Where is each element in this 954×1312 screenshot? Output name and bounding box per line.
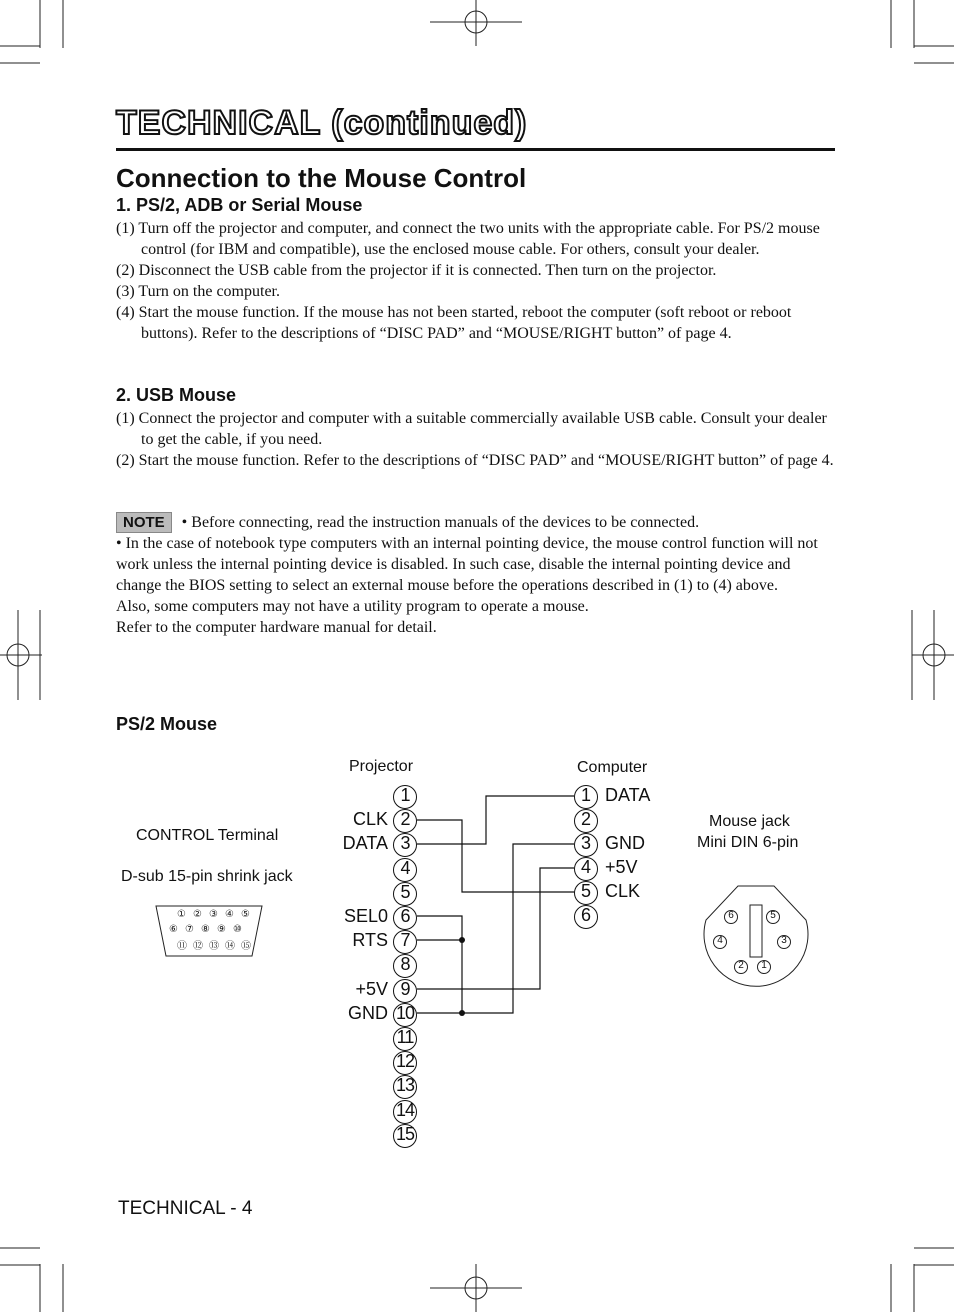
projector-pin-number: 7 [400,930,410,951]
junction-dot [459,937,465,943]
note-line: Also, some computers may not have a utility program to operate a mouse. [116,598,589,615]
computer-pin-number: 5 [580,881,591,901]
note-line: • Before connecting, read the instruction manuals of the devices to be connected. [181,514,700,531]
dsub-pin: ⑦ [185,924,194,935]
dsub-pin: ⑭ [225,941,235,952]
din-pin-number: 1 [761,960,767,971]
projector-label: Projector [349,758,414,775]
computer-pin-number: 4 [580,857,591,877]
projector-signal-label: CLK [352,809,388,830]
projector-signal-label: GND [348,1002,388,1023]
dsub-pin: ⑧ [201,924,210,935]
control-terminal-label: CONTROL Terminal [136,827,279,844]
projector-pin-number: 5 [400,881,410,902]
note-line: Refer to the computer hardware manual for detail. [116,619,437,636]
projector-signal-label: RTS [352,930,388,951]
projector-pin-number: 1 [400,785,410,805]
mouse-jack-label: Mouse jack [709,813,790,830]
projector-pin-number: 3 [400,833,410,854]
list-item: (1) Connect the projector and computer with a suitable commercially available USB cable. Consult your dealer to get the cable, if you need. [116,410,827,448]
projector-pin-number: 11 [396,1027,414,1047]
projector-pin-number: 10 [395,1002,415,1023]
note-badge: NOTE [116,512,172,533]
projector-pin-number: 8 [400,954,410,975]
din-pin-number: 5 [770,910,776,921]
projector-signal-label: SEL0 [343,906,388,926]
note-line: • In the case of notebook type computers with an internal pointing device, the mouse control function will not work unless the internal pointing device is disabled. In such case, disable the internal pointing device and change the BIOS setting to select an external mouse before the operations described in (1) to (4) above. [116,535,818,594]
list-item: (2) Disconnect the USB cable from the projector if it is connected. Then turn on the projector. [116,262,717,279]
dsub-pin: ① [177,909,186,920]
computer-pin-number: 2 [580,809,591,829]
computer-signal-label: CLK [605,881,641,901]
din-pin-number: 4 [717,935,723,946]
projector-pin-number: 13 [395,1075,415,1096]
projector-pin-number: 15 [395,1123,415,1144]
list-item: (1) Turn off the projector and computer, and connect the two units with the appropriate cable. For PS/2 mouse control (for IBM and compatible), use the enclosed mouse cable. For others, consult your dealer. [116,220,820,258]
dsub-pin: ⑪ [177,941,187,952]
din-pin-number: 3 [781,935,787,946]
din-pin-number: 2 [738,960,744,971]
dsub-pin: ④ [225,909,234,920]
dsub-pin: ⑩ [233,924,242,935]
junction-dot [459,1010,465,1016]
page-footer: TECHNICAL - 4 [118,1198,253,1219]
diagram-heading: PS/2 Mouse [116,714,218,734]
dsub-pin: ⑫ [193,941,203,952]
computer-signal-label: DATA [605,785,651,805]
dsub-pin: ⑤ [241,909,250,920]
computer-pin-number: 6 [580,905,591,925]
projector-pin-number: 6 [400,906,410,926]
computer-pin-number: 3 [580,833,591,853]
dsub-pin: ③ [209,909,218,920]
projector-pin-number: 2 [400,809,410,830]
mini-din-label: Mini DIN 6-pin [697,834,799,851]
dsub-label: D-sub 15-pin shrink jack [121,868,293,885]
projector-pin-number: 9 [400,978,410,999]
projector-pin-number: 14 [395,1099,415,1120]
projector-pin-number: 4 [400,857,410,878]
dsub-pin: ⑮ [241,941,251,952]
computer-label: Computer [577,759,648,776]
dsub-pin: ② [193,909,202,920]
list-item: (4) Start the mouse function. If the mouse has not been started, reboot the computer (soft reboot or reboot buttons). Refer to the descriptions of “DISC PAD” and “MOUSE/RIGHT button” of page 4. [116,304,792,342]
dsub-pin: ⑬ [209,941,219,952]
computer-signal-label: GND [605,833,645,853]
header-title: TECHNICAL (continued) [116,104,528,142]
dsub-pin: ⑨ [217,924,226,935]
section1-heading: 1. PS/2, ADB or Serial Mouse [116,195,363,215]
dsub-pin: ⑥ [169,924,178,935]
list-item: (3) Turn on the computer. [116,283,280,300]
computer-signal-label: +5V [605,857,638,877]
computer-pin-number: 1 [580,785,591,805]
list-item: (2) Start the mouse function. Refer to the descriptions of “DISC PAD” and “MOUSE/RIGHT button” of page 4. [116,452,834,469]
page-title: Connection to the Mouse Control [116,163,527,193]
projector-signal-label: DATA [342,833,388,854]
din-pin-number: 6 [728,910,734,921]
section2-heading: 2. USB Mouse [116,385,237,405]
projector-pin-number: 12 [395,1051,415,1072]
projector-signal-label: +5V [355,978,388,999]
